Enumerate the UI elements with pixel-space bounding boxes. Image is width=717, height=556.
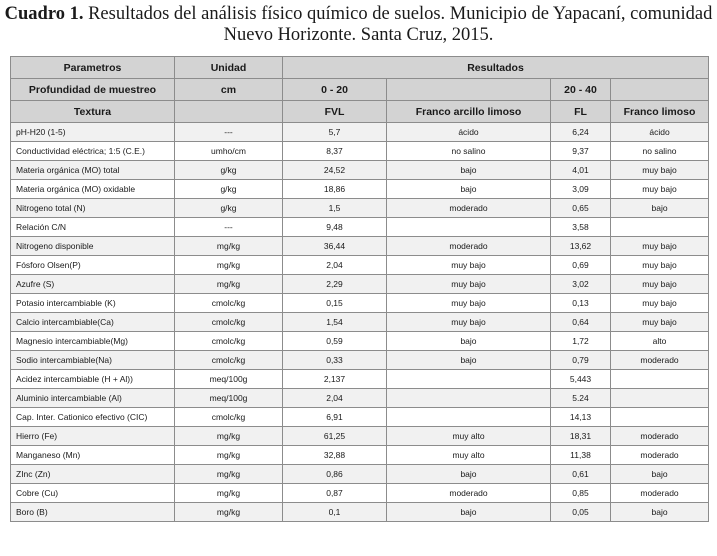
class-20-40-cell: muy bajo bbox=[611, 275, 709, 294]
value-20-40-cell: 4,01 bbox=[551, 161, 611, 180]
table-row bbox=[11, 218, 709, 237]
header-profundidad: Profundidad de muestreo bbox=[11, 79, 175, 101]
param-cell: Nitrogeno disponible bbox=[11, 237, 175, 256]
value-20-40-cell: 13,62 bbox=[551, 237, 611, 256]
class-20-40-cell: bajo bbox=[611, 199, 709, 218]
class-0-20-cell bbox=[387, 218, 551, 237]
table-row bbox=[11, 294, 709, 313]
class-20-40-cell: muy bajo bbox=[611, 161, 709, 180]
table-row bbox=[11, 275, 709, 294]
class-20-40-cell bbox=[611, 370, 709, 389]
class-0-20-cell: bajo bbox=[387, 465, 551, 484]
unit-cell: g/kg bbox=[175, 180, 283, 199]
class-0-20-cell: bajo bbox=[387, 180, 551, 199]
class-0-20-cell: bajo bbox=[387, 161, 551, 180]
class-20-40-cell bbox=[611, 408, 709, 427]
table-row bbox=[11, 446, 709, 465]
value-0-20-cell: 36,44 bbox=[283, 237, 387, 256]
header-fl: FL bbox=[551, 101, 611, 123]
table-row bbox=[11, 484, 709, 503]
param-cell: Aluminio intercambiable (Al) bbox=[11, 389, 175, 408]
table-row bbox=[11, 427, 709, 446]
table-row bbox=[11, 503, 709, 522]
value-20-40-cell: 0,79 bbox=[551, 351, 611, 370]
value-20-40-cell: 0,13 bbox=[551, 294, 611, 313]
header-row-3 bbox=[11, 101, 709, 123]
value-0-20-cell: 0,59 bbox=[283, 332, 387, 351]
value-0-20-cell: 0,33 bbox=[283, 351, 387, 370]
class-0-20-cell: muy bajo bbox=[387, 294, 551, 313]
class-0-20-cell: muy alto bbox=[387, 427, 551, 446]
value-0-20-cell: 5,7 bbox=[283, 123, 387, 142]
param-cell: Relación C/N bbox=[11, 218, 175, 237]
param-cell: Potasio intercambiable (K) bbox=[11, 294, 175, 313]
table-row bbox=[11, 199, 709, 218]
table-row bbox=[11, 161, 709, 180]
value-0-20-cell: 8,37 bbox=[283, 142, 387, 161]
class-0-20-cell: bajo bbox=[387, 332, 551, 351]
class-20-40-cell: bajo bbox=[611, 465, 709, 484]
class-0-20-cell: moderado bbox=[387, 237, 551, 256]
header-empty-2 bbox=[611, 79, 709, 101]
table-row bbox=[11, 142, 709, 161]
caption-line-1 bbox=[0, 4, 717, 25]
unit-cell: mg/kg bbox=[175, 484, 283, 503]
header-fvl: FVL bbox=[283, 101, 387, 123]
class-0-20-cell: bajo bbox=[387, 503, 551, 522]
unit-cell: g/kg bbox=[175, 199, 283, 218]
value-0-20-cell: 0,86 bbox=[283, 465, 387, 484]
header-depth-20-40: 20 - 40 bbox=[551, 79, 611, 101]
class-20-40-cell: muy bajo bbox=[611, 294, 709, 313]
header-unit-cm: cm bbox=[175, 79, 283, 101]
value-0-20-cell: 2,04 bbox=[283, 256, 387, 275]
value-20-40-cell: 0,69 bbox=[551, 256, 611, 275]
unit-cell: cmolc/kg bbox=[175, 351, 283, 370]
class-0-20-cell: moderado bbox=[387, 199, 551, 218]
param-cell: Azufre (S) bbox=[11, 275, 175, 294]
soil-analysis-table bbox=[10, 56, 709, 522]
value-20-40-cell: 0,61 bbox=[551, 465, 611, 484]
value-0-20-cell: 0,1 bbox=[283, 503, 387, 522]
header-fl-name: Franco limoso bbox=[611, 101, 709, 123]
unit-cell: meq/100g bbox=[175, 389, 283, 408]
class-20-40-cell: muy bajo bbox=[611, 180, 709, 199]
param-cell: Sodio intercambiable(Na) bbox=[11, 351, 175, 370]
caption-label: Cuadro 1. bbox=[4, 4, 84, 24]
value-20-40-cell: 5.24 bbox=[551, 389, 611, 408]
table-body bbox=[11, 123, 709, 522]
header-unidad: Unidad bbox=[175, 57, 283, 79]
value-0-20-cell: 2,137 bbox=[283, 370, 387, 389]
unit-cell: umho/cm bbox=[175, 142, 283, 161]
param-cell: Materia orgánica (MO) total bbox=[11, 161, 175, 180]
class-20-40-cell bbox=[611, 389, 709, 408]
header-textura: Textura bbox=[11, 101, 175, 123]
class-0-20-cell bbox=[387, 389, 551, 408]
unit-cell: cmolc/kg bbox=[175, 332, 283, 351]
class-0-20-cell: muy alto bbox=[387, 446, 551, 465]
header-depth-0-20: 0 - 20 bbox=[283, 79, 387, 101]
class-0-20-cell: ácido bbox=[387, 123, 551, 142]
param-cell: Nitrogeno total (N) bbox=[11, 199, 175, 218]
param-cell: Calcio intercambiable(Ca) bbox=[11, 313, 175, 332]
class-0-20-cell: no salino bbox=[387, 142, 551, 161]
value-0-20-cell: 1,5 bbox=[283, 199, 387, 218]
value-0-20-cell: 32,88 bbox=[283, 446, 387, 465]
header-resultados: Resultados bbox=[283, 57, 709, 79]
class-20-40-cell: ácido bbox=[611, 123, 709, 142]
table-row bbox=[11, 237, 709, 256]
unit-cell: --- bbox=[175, 218, 283, 237]
param-cell: Conductividad eléctrica; 1:5 (C.E.) bbox=[11, 142, 175, 161]
unit-cell: cmolc/kg bbox=[175, 313, 283, 332]
value-20-40-cell: 0,05 bbox=[551, 503, 611, 522]
class-20-40-cell: moderado bbox=[611, 427, 709, 446]
header-fvl-name: Franco arcillo limoso bbox=[387, 101, 551, 123]
table-row bbox=[11, 351, 709, 370]
header-empty-1 bbox=[387, 79, 551, 101]
table-row bbox=[11, 313, 709, 332]
param-cell: Acidez intercambiable (H + Al)) bbox=[11, 370, 175, 389]
value-0-20-cell: 61,25 bbox=[283, 427, 387, 446]
value-20-40-cell: 0,85 bbox=[551, 484, 611, 503]
class-20-40-cell: moderado bbox=[611, 351, 709, 370]
param-cell: Fósforo Olsen(P) bbox=[11, 256, 175, 275]
header-parametros: Parametros bbox=[11, 57, 175, 79]
param-cell: Materia orgánica (MO) oxidable bbox=[11, 180, 175, 199]
class-0-20-cell: muy bajo bbox=[387, 275, 551, 294]
class-0-20-cell: bajo bbox=[387, 351, 551, 370]
class-0-20-cell bbox=[387, 408, 551, 427]
class-20-40-cell: moderado bbox=[611, 484, 709, 503]
unit-cell: mg/kg bbox=[175, 237, 283, 256]
header-empty-3 bbox=[175, 101, 283, 123]
table-row bbox=[11, 123, 709, 142]
value-20-40-cell: 18,31 bbox=[551, 427, 611, 446]
value-0-20-cell: 9,48 bbox=[283, 218, 387, 237]
param-cell: Hierro (Fe) bbox=[11, 427, 175, 446]
value-20-40-cell: 11,38 bbox=[551, 446, 611, 465]
unit-cell: mg/kg bbox=[175, 446, 283, 465]
table-row bbox=[11, 180, 709, 199]
unit-cell: cmolc/kg bbox=[175, 294, 283, 313]
table-row bbox=[11, 465, 709, 484]
table-caption bbox=[0, 4, 717, 46]
unit-cell: mg/kg bbox=[175, 465, 283, 484]
class-0-20-cell: muy bajo bbox=[387, 256, 551, 275]
value-0-20-cell: 2,04 bbox=[283, 389, 387, 408]
class-20-40-cell: alto bbox=[611, 332, 709, 351]
class-20-40-cell: bajo bbox=[611, 503, 709, 522]
value-0-20-cell: 0,15 bbox=[283, 294, 387, 313]
param-cell: Cap. Inter. Cationico efectivo (CIC) bbox=[11, 408, 175, 427]
value-20-40-cell: 5,443 bbox=[551, 370, 611, 389]
table-row bbox=[11, 389, 709, 408]
class-20-40-cell: muy bajo bbox=[611, 237, 709, 256]
unit-cell: mg/kg bbox=[175, 275, 283, 294]
value-0-20-cell: 2,29 bbox=[283, 275, 387, 294]
unit-cell: mg/kg bbox=[175, 503, 283, 522]
unit-cell: g/kg bbox=[175, 161, 283, 180]
caption-text-2: Nuevo Horizonte. Santa Cruz, 2015. bbox=[223, 25, 494, 45]
value-20-40-cell: 14,13 bbox=[551, 408, 611, 427]
class-0-20-cell bbox=[387, 370, 551, 389]
value-20-40-cell: 9,37 bbox=[551, 142, 611, 161]
unit-cell: mg/kg bbox=[175, 256, 283, 275]
unit-cell: cmolc/kg bbox=[175, 408, 283, 427]
header-row-1 bbox=[11, 57, 709, 79]
unit-cell: mg/kg bbox=[175, 427, 283, 446]
class-20-40-cell: moderado bbox=[611, 446, 709, 465]
table-row bbox=[11, 256, 709, 275]
param-cell: Magnesio intercambiable(Mg) bbox=[11, 332, 175, 351]
value-20-40-cell: 0,65 bbox=[551, 199, 611, 218]
param-cell: pH-H20 (1-5) bbox=[11, 123, 175, 142]
value-20-40-cell: 6,24 bbox=[551, 123, 611, 142]
value-20-40-cell: 3,02 bbox=[551, 275, 611, 294]
unit-cell: meq/100g bbox=[175, 370, 283, 389]
param-cell: ZInc (Zn) bbox=[11, 465, 175, 484]
table-row bbox=[11, 332, 709, 351]
param-cell: Boro (B) bbox=[11, 503, 175, 522]
value-20-40-cell: 3,58 bbox=[551, 218, 611, 237]
value-0-20-cell: 18,86 bbox=[283, 180, 387, 199]
param-cell: Manganeso (Mn) bbox=[11, 446, 175, 465]
caption-text-1: Resultados del análisis físico químico de suelos. Municipio de Yapacaní, comunidad bbox=[83, 4, 713, 24]
value-0-20-cell: 0,87 bbox=[283, 484, 387, 503]
class-20-40-cell: muy bajo bbox=[611, 313, 709, 332]
table-row bbox=[11, 408, 709, 427]
class-0-20-cell: moderado bbox=[387, 484, 551, 503]
value-20-40-cell: 0,64 bbox=[551, 313, 611, 332]
header-row-2 bbox=[11, 79, 709, 101]
value-20-40-cell: 1,72 bbox=[551, 332, 611, 351]
class-0-20-cell: muy bajo bbox=[387, 313, 551, 332]
value-0-20-cell: 1,54 bbox=[283, 313, 387, 332]
class-20-40-cell: no salino bbox=[611, 142, 709, 161]
table-row bbox=[11, 370, 709, 389]
class-20-40-cell bbox=[611, 218, 709, 237]
param-cell: Cobre (Cu) bbox=[11, 484, 175, 503]
value-0-20-cell: 24,52 bbox=[283, 161, 387, 180]
value-0-20-cell: 6,91 bbox=[283, 408, 387, 427]
unit-cell: --- bbox=[175, 123, 283, 142]
value-20-40-cell: 3,09 bbox=[551, 180, 611, 199]
class-20-40-cell: muy bajo bbox=[611, 256, 709, 275]
